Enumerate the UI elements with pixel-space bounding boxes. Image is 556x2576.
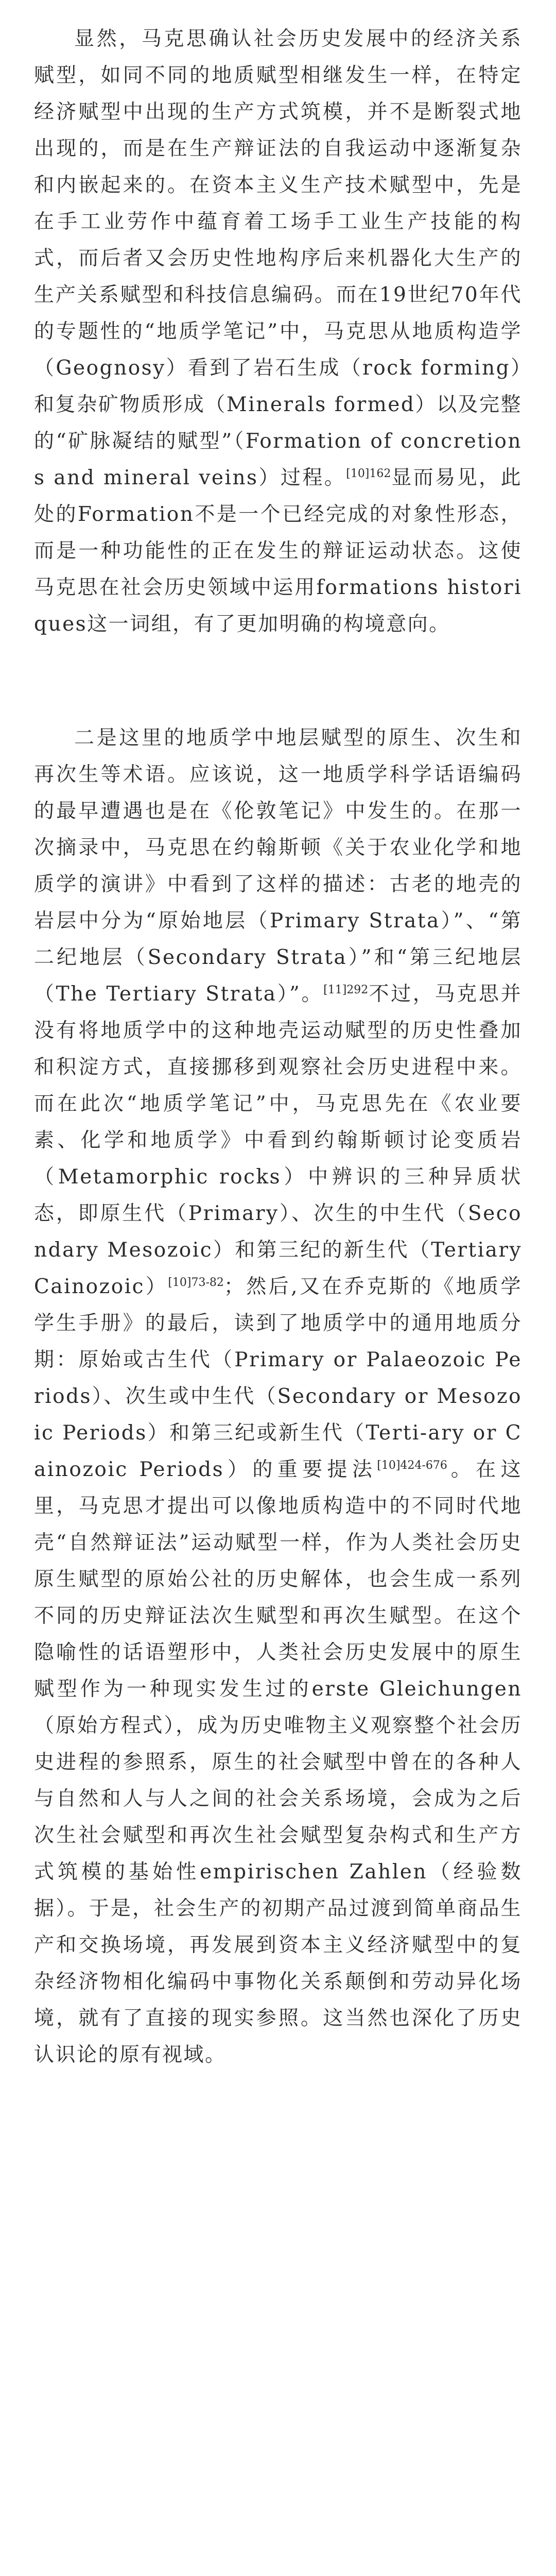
text-run: ；然后,又在乔克斯的《地质学学生手册》的最后，读到了地质学中的通用地质分期：原始或古生代（Primary or Palaeozoic Periods）、次生或中生代（Secondary or Mesozoic Periods）和第三纪或新生代（Terti-ary or Cainozoic Periods）的重要提法 xyxy=(34,1275,522,1481)
paragraph-1 xyxy=(34,21,522,642)
article-body xyxy=(34,21,522,2073)
paragraph-2 xyxy=(34,720,522,2073)
citation-superscript: [11]292 xyxy=(323,984,369,996)
citation-superscript: [10]424-676 xyxy=(377,1459,447,1472)
text-run: 。在这里，马克思才提出可以像地质构造中的不同时代地壳“自然辩证法”运动赋型一样，作为人类社会历史原生赋型的原始公社的历史解体，也会生成一系列不同的历史辩证法次生赋型和再次生赋型。在这个隐喻性的话语塑形中，人类社会历史发展中的原生赋型作为一种现实发生过的erste Gleichungen（原始方程式），成为历史唯物主义观察整个社会历史进程的参照系，原生的社会赋型中曾在的各种人与自然和人与人之间的社会关系场境，会成为之后次生社会赋型和再次生社会赋型复杂构式和生产方式筑模的基始性empirischen Zahlen（经验数据）。于是，社会生产的初期产品过渡到简单商品生产和交换场境，再发展到资本主义经济赋型中的复杂经济物相化编码中事物化关系颠倒和劳动异化场境，就有了直接的现实参照。这当然也深化了历史认识论的原有视域。 xyxy=(34,1458,522,2066)
text-run: 不过，马克思并没有将地质学中的这种地壳运动赋型的历史性叠加和积淀方式，直接挪移到观察社会历史进程中来。而在此次“地质学笔记”中，马克思先在《农业要素、化学和地质学》中看到约翰斯顿讨论变质岩（Metamorphic rocks）中辨识的三种异质状态，即原生代（Primary）、次生的中生代（Secondary Mesozoic）和第三纪的新生代（Tertiary Cainozoic） xyxy=(34,982,522,1298)
text-run: 二是这里的地质学中地层赋型的原生、次生和再次生等术语。应该说，这一地质学科学话语编码的最早遭遇也是在《伦敦笔记》中发生的。在那一次摘录中，马克思在约翰斯顿《关于农业化学和地质学的演讲》中看到了这样的描述：古老的地壳的岩层中分为“原始地层（Primary Strata）”、“第二纪地层（Secondary Strata）”和“第三纪地层（The Tertiary Strata）”。 xyxy=(34,726,522,1006)
citation-superscript: [10]73-82 xyxy=(168,1276,224,1289)
text-run: 显然，马克思确认社会历史发展中的经济关系赋型，如同不同的地质赋型相继发生一样，在特定经济赋型中出现的生产方式筑模，并不是断裂式地出现的，而是在生产辩证法的自我运动中逐渐复杂和内嵌起来的。在资本主义生产技术赋型中，先是在手工业劳作中蕴育着工场手工业生产技能的构式，而后者又会历史性地构序后来机器化大生产的生产关系赋型和科技信息编码。而在19世纪70年代的专题性的“地质学笔记”中，马克思从地质构造学（Geognosy）看到了岩石生成（rock forming）和复杂矿物质形成（Minerals formed）以及完整的“矿脉凝结的赋型”（Formation of concretions and mineral veins）过程。 xyxy=(34,27,522,489)
citation-superscript: [10]162 xyxy=(346,467,391,480)
text-run: 显而易见，此处的Formation不是一个已经完成的对象性形态，而是一种功能性的正在发生的辩证运动状态。这使马克思在社会历史领域中运用formations historiques这一词组，有了更加明确的构境意向。 xyxy=(34,466,522,636)
